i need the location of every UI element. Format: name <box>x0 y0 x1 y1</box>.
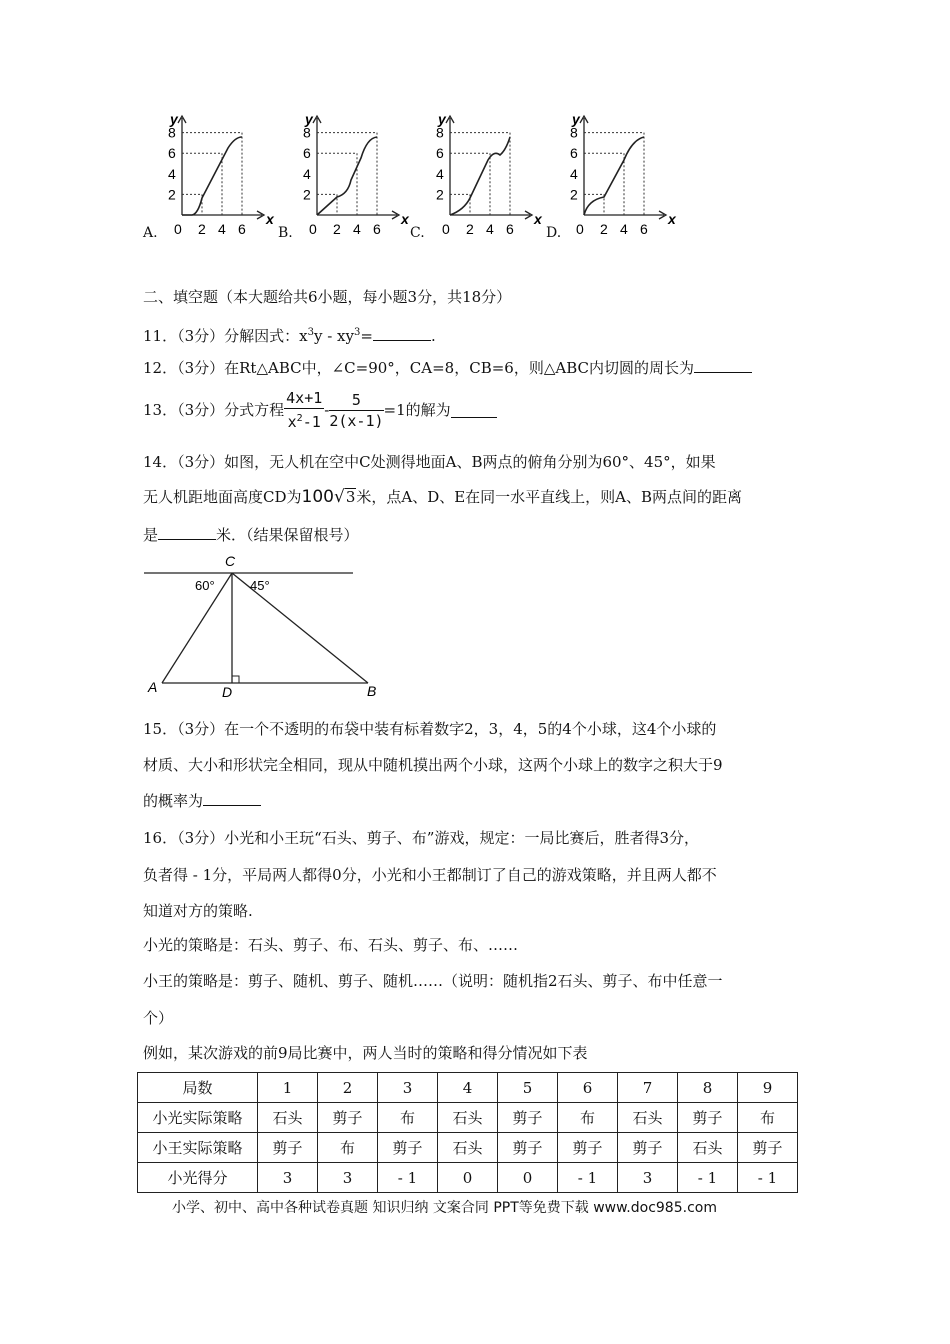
table-cell: 剪子 <box>498 1103 558 1133</box>
table-cell: 剪子 <box>258 1133 318 1163</box>
q13-numerator-2: 5 <box>329 390 383 411</box>
table-row-header: 局数 <box>138 1073 258 1103</box>
q13-denominator-rest: -1 <box>302 413 321 431</box>
question-16-line-7: 例如，某次游戏的前9局比赛中，两人当时的策略和得分情况如下表 <box>143 1044 588 1062</box>
y-axis-label: y <box>438 111 446 127</box>
table-row <box>138 1103 798 1133</box>
x-axis-label: x <box>534 211 542 227</box>
option-c-curve <box>450 137 510 215</box>
x-tick-label: 4 <box>620 221 628 237</box>
question-14-line-3 <box>143 525 359 545</box>
table-cell: - 1 <box>678 1163 738 1193</box>
y-tick-label: 4 <box>436 165 444 182</box>
q13-denominator-1: x <box>287 413 297 431</box>
question-15-line-2: 材质、大小和形状完全相同，现从中随机摸出两个小球，这两个小球上的数字之积大于9 <box>143 756 723 774</box>
question-11 <box>143 323 436 346</box>
section-2-header: 二、填空题（本大题给共6小题，每小题3分，共18分） <box>143 288 512 306</box>
table-cell: 0 <box>438 1163 498 1193</box>
table-row <box>138 1073 798 1103</box>
question-12 <box>143 358 752 378</box>
option-c-label: C. <box>410 225 425 241</box>
point-d-label: D <box>222 684 233 700</box>
table-cell: 4 <box>438 1073 498 1103</box>
table-cell: - 1 <box>738 1163 798 1193</box>
x-tick-label: 6 <box>373 221 381 237</box>
q14-figure <box>140 552 390 702</box>
y-tick-label: 6 <box>570 145 578 162</box>
q13-denominator-exp: 2 <box>296 413 303 424</box>
y-tick-label: 2 <box>436 186 444 203</box>
table-row <box>138 1133 798 1163</box>
option-a-graph <box>160 110 275 240</box>
x-tick-label: 0 <box>576 221 584 237</box>
strategy-score-table <box>137 1072 798 1193</box>
y-tick-label: 4 <box>168 165 176 182</box>
y-tick-label: 4 <box>570 165 578 182</box>
table-row-header: 小王实际策略 <box>138 1133 258 1163</box>
question-16-line-5: 小王的策略是：剪子、随机、剪子、随机……（说明：随机指2石头、剪子、布中任意一 <box>143 972 723 990</box>
table-cell: 2 <box>318 1073 378 1103</box>
y-tick-label: 6 <box>303 145 311 162</box>
question-16-line-3: 知道对方的策略. <box>143 902 253 920</box>
q11-equals: = <box>360 327 373 345</box>
q11-text: 11．（3分）分解因式：x <box>143 327 308 345</box>
x-tick-label: 6 <box>506 221 514 237</box>
table-cell: 石头 <box>678 1133 738 1163</box>
question-16-line-1: 16．（3分）小光和小王玩“石头、剪子、布”游戏，规定：一局比赛后，胜者得3分， <box>143 829 700 847</box>
right-angle-mark <box>232 676 239 683</box>
q11-text-mid: y - xy <box>313 327 354 345</box>
x-tick-label: 6 <box>238 221 246 237</box>
table-row <box>138 1163 798 1193</box>
q15-answer-blank[interactable] <box>203 791 261 806</box>
option-b-label: B. <box>278 225 293 241</box>
table-cell: 3 <box>318 1163 378 1193</box>
table-cell: - 1 <box>558 1163 618 1193</box>
table-cell: 3 <box>258 1163 318 1193</box>
q13-answer-blank[interactable] <box>451 403 497 418</box>
table-cell: 石头 <box>438 1133 498 1163</box>
x-tick-label: 2 <box>333 221 341 237</box>
y-tick-label: 8 <box>168 124 176 141</box>
x-tick-label: 4 <box>353 221 361 237</box>
table-cell: 剪子 <box>378 1133 438 1163</box>
question-13 <box>143 388 497 432</box>
question-16-line-4: 小光的策略是：石头、剪子、布、石头、剪子、布、…… <box>143 936 519 954</box>
table-cell: 布 <box>738 1103 798 1133</box>
x-tick-label: 2 <box>466 221 474 237</box>
table-cell: 石头 <box>618 1103 678 1133</box>
table-cell: 3 <box>378 1073 438 1103</box>
q14-text-rest: 米，点A、D、E在同一水平直线上，则A、B两点间的距离 <box>356 488 743 506</box>
q11-period: . <box>430 327 436 345</box>
x-tick-label: 4 <box>486 221 494 237</box>
q13-numerator-1: 4x+1 <box>286 389 323 407</box>
angle-60-label: 60° <box>195 578 215 593</box>
q12-text: 12．（3分）在Rt△ABC中，∠C=90°，CA=8，CB=6，则△ABC内切圆的周长为 <box>143 359 694 377</box>
table-cell: 布 <box>558 1103 618 1133</box>
y-tick-label: 2 <box>303 186 311 203</box>
option-a-label: A. <box>143 225 158 241</box>
point-b-label: B <box>367 683 377 699</box>
q14-text-suffix: 米．（结果保留根号） <box>216 526 359 544</box>
x-tick-label: 0 <box>174 221 182 237</box>
y-axis-label: y <box>305 111 313 127</box>
option-a-curve <box>182 137 242 215</box>
table-row-header: 小光得分 <box>138 1163 258 1193</box>
table-row-header: 小光实际策略 <box>138 1103 258 1133</box>
q11-answer-blank[interactable] <box>373 326 431 341</box>
q14-coefficient: 100 <box>301 487 334 507</box>
option-c-graph <box>428 110 543 240</box>
table-cell: 6 <box>558 1073 618 1103</box>
x-tick-label: 2 <box>600 221 608 237</box>
question-15-line-3 <box>143 791 261 811</box>
y-tick-label: 8 <box>436 124 444 141</box>
q14-text-prefix: 是 <box>143 526 159 544</box>
question-15-line-1: 15．（3分）在一个不透明的布袋中装有标着数字2，3，4，5的4个小球，这4个小球的 <box>143 720 717 738</box>
q13-equals: =1的解为 <box>383 401 451 419</box>
table-cell: 布 <box>318 1133 378 1163</box>
y-tick-label: 6 <box>168 145 176 162</box>
option-d-curve <box>584 137 644 215</box>
q14-answer-blank[interactable] <box>158 525 216 540</box>
table-cell: 8 <box>678 1073 738 1103</box>
point-c-label: C <box>225 553 236 569</box>
x-tick-label: 2 <box>198 221 206 237</box>
y-tick-label: 6 <box>436 145 444 162</box>
y-axis-label: y <box>170 111 178 127</box>
y-tick-label: 4 <box>303 165 311 182</box>
x-axis-label: x <box>668 211 676 227</box>
table-cell: 剪子 <box>318 1103 378 1133</box>
table-cell: 石头 <box>438 1103 498 1133</box>
angle-45-label: 45° <box>250 578 270 593</box>
table-cell: 9 <box>738 1073 798 1103</box>
option-b-curve <box>317 137 377 215</box>
q14-radicand: 3 <box>345 488 356 506</box>
table-cell: 石头 <box>258 1103 318 1133</box>
point-a-label: A <box>148 679 158 695</box>
table-cell: 布 <box>378 1103 438 1133</box>
option-b-graph <box>295 110 410 240</box>
x-tick-label: 0 <box>309 221 317 237</box>
table-cell: 1 <box>258 1073 318 1103</box>
q13-fraction-2 <box>329 390 383 431</box>
table-cell: 0 <box>498 1163 558 1193</box>
q11-exp2: 3 <box>353 327 361 338</box>
q15-text: 的概率为 <box>143 792 204 810</box>
table-cell: 3 <box>618 1163 678 1193</box>
y-axis-label: y <box>572 111 580 127</box>
page-footer: 小学、初中、高中各种试卷真题 知识归纳 文案合同 PPT等免费下载 www.doc985.com <box>172 1200 717 1216</box>
question-16-line-2: 负者得 - 1分，平局两人都得0分，小光和小王都制订了自己的游戏策略，并且两人都不 <box>143 866 717 884</box>
x-axis-label: x <box>266 211 274 227</box>
question-16-line-6: 个） <box>143 1009 174 1027</box>
option-d-graph <box>562 110 677 240</box>
x-tick-label: 0 <box>442 221 450 237</box>
table-cell: - 1 <box>378 1163 438 1193</box>
x-tick-label: 6 <box>640 221 648 237</box>
q12-answer-blank[interactable] <box>694 358 752 373</box>
q13-denominator-2: 2(x-1) <box>329 411 384 430</box>
question-14-line-1: 14．（3分）如图，无人机在空中C处测得地面A、B两点的俯角分别为60°、45°，如果 <box>143 453 716 471</box>
x-axis-label: x <box>401 211 409 227</box>
x-tick-label: 4 <box>218 221 226 237</box>
table-cell: 5 <box>498 1073 558 1103</box>
q13-minus: - <box>324 401 330 419</box>
table-cell: 7 <box>618 1073 678 1103</box>
y-tick-label: 8 <box>303 124 311 141</box>
table-cell: 剪子 <box>678 1103 738 1133</box>
q13-text: 13．（3分）分式方程 <box>143 401 285 419</box>
q13-fraction-1 <box>284 388 324 432</box>
y-tick-label: 8 <box>570 124 578 141</box>
q11-exp1: 3 <box>307 327 314 338</box>
question-14-line-2: 无人机距地面高度CD为100√3米，点A、D、E在同一水平直线上，则A、B两点间的距离 <box>143 487 743 507</box>
q14-text: 无人机距地面高度CD为 <box>143 488 302 506</box>
y-tick-label: 2 <box>570 186 578 203</box>
table-cell: 剪子 <box>558 1133 618 1163</box>
y-tick-label: 2 <box>168 186 176 203</box>
table-cell: 剪子 <box>738 1133 798 1163</box>
table-cell: 剪子 <box>618 1133 678 1163</box>
option-d-label: D. <box>546 225 562 241</box>
table-cell: 剪子 <box>498 1133 558 1163</box>
